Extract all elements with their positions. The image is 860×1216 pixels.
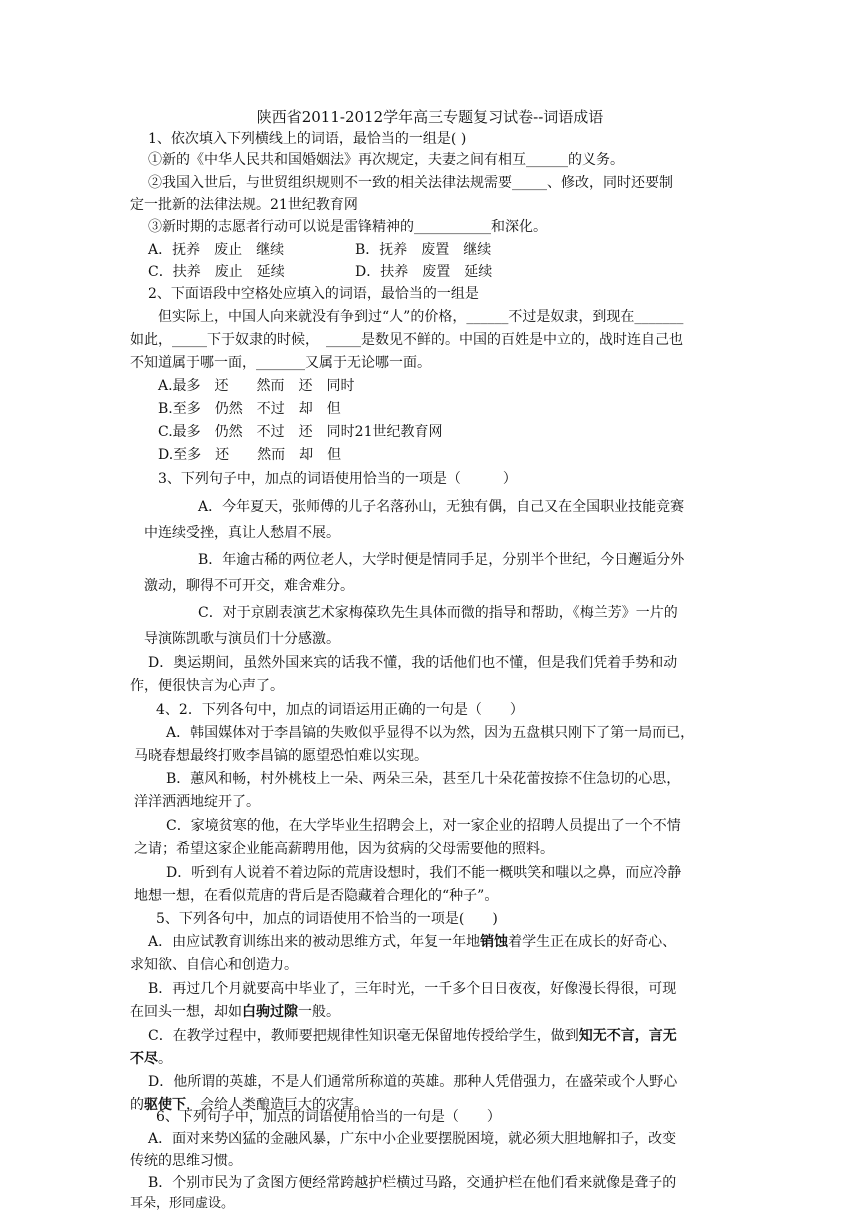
question-5-option-b-text-1: 在回头一想，却如 — [130, 1004, 242, 1020]
question-1-option-b: B．抚养 废置 继续 — [355, 242, 492, 258]
question-5-option-c-text-1: C．在教学过程中，教师要把规律性知识毫无保留地传授给学生，做到 — [148, 1028, 579, 1044]
question-5-option-a — [148, 931, 676, 953]
question-4-option-a: A．韩国媒体对于李昌镐的失败似乎显得不以为然，因为五盘棋只刚下了第一局而已， — [166, 725, 695, 741]
question-3-option-a: A．今年夏天，张师傅的儿子名落孙山，无独有偶，自己又在全国职业技能竞赛 — [198, 499, 685, 515]
question-1-option-a: A．抚养 废止 继续 — [148, 242, 285, 258]
question-6-stem: 6、下列句子中，加点的词语使用恰当的一句是（ ） — [156, 1109, 501, 1125]
question-1-option-c: C．扶养 废止 延续 — [148, 264, 285, 280]
question-2-stem: 2、下面语段中空格处应填入的词语，最恰当的一组是 — [148, 286, 479, 302]
question-5-stem: 5、下列各句中，加点的词语使用不恰当的一项是( ) — [156, 911, 498, 927]
question-2-passage-1: 但实际上，中国人向来就没有争到过“人”的价格，______不过是奴隶，到现在_______ — [158, 309, 684, 325]
question-3-option-c-cont: 导演陈凯歌与演员们十分感激。 — [144, 631, 340, 647]
question-5-option-a-bold: 销蚀 — [480, 934, 509, 950]
question-5-option-a-text-2: 着学生正在成长的好奇心、 — [508, 934, 677, 950]
question-4-option-a-cont: 马晓春想最终打败李昌镐的愿望恐怕难以实现。 — [134, 748, 428, 764]
question-1-sentence-3: ③新时期的志愿者行动可以说是雷锋精神的___________和深化。 — [148, 219, 547, 235]
question-3-option-c: C．对于京剧表演艺术家梅葆玖先生具体而微的指导和帮助，《梅兰芳》一片的 — [198, 605, 678, 621]
question-5-option-d-bold: 驱使下 — [144, 1097, 186, 1113]
question-4-option-b-cont: 洋洋洒洒地绽开了。 — [134, 794, 260, 810]
question-3-stem: 3、下列句子中，加点的词语使用恰当的一项是（ ） — [158, 471, 517, 487]
question-2-option-d: D.至多 还 然而 却 但 — [158, 447, 342, 463]
question-4-option-d: D．听到有人说着不着边际的荒唐设想时，我们不能一概哄笑和嗤以之鼻，而应冷静 — [166, 865, 682, 881]
question-5-option-b-text-2: 一般。 — [298, 1004, 340, 1020]
question-3-option-d: D．奥运期间，虽然外国来宾的话我不懂，我的话他们也不懂，但是我们凭着手势和动 — [148, 655, 678, 671]
question-5-option-a-text-1: A．由应试教育训练出来的被动思维方式，年复一年地 — [148, 934, 481, 950]
question-5-option-c-bold-cont: 不尽 — [130, 1051, 158, 1067]
question-5-option-b-bold: 白驹过隙 — [242, 1004, 298, 1020]
question-6-option-a-cont: 传统的思维习惯。 — [130, 1153, 242, 1169]
question-5-option-c-cont — [130, 1048, 172, 1070]
question-1-option-d: D．扶养 废置 延续 — [355, 264, 493, 280]
page-title: 陕西省2011-2012学年高三专题复习试卷--词语成语 — [256, 108, 604, 126]
question-6-option-a: A．面对来势凶猛的金融风暴，广东中小企业要摆脱困境，就必须大胆地解扣子，改变 — [148, 1131, 677, 1147]
question-4-option-d-cont: 地想一想，在看似荒唐的背后是否隐藏着合理化的“种子”。 — [134, 888, 499, 904]
question-1-stem: 1、依次填入下列横线上的词语，最恰当的一组是( ) — [148, 131, 467, 147]
question-5-option-b: B．再过几个月就要高中毕业了，三年时光，一千多个日日夜夜，好像漫长得很，可现 — [148, 981, 677, 997]
question-6-option-b-cont: 耳朵，形同虚设。 — [130, 1196, 235, 1211]
question-5-option-d-text-1: 的 — [130, 1097, 144, 1113]
question-3-option-b-cont: 激动，聊得不可开交，难舍难分。 — [144, 578, 354, 594]
question-1-sentence-1: ①新的《中华人民共和国婚姻法》再次规定，夫妻之间有相互______的义务。 — [148, 152, 624, 168]
question-4-stem: 4、2．下列各句中，加点的词语运用正确的一句是（ ） — [156, 702, 524, 718]
question-5-option-d-text-2: ，会给人类酿造巨大的灾害。 — [186, 1097, 368, 1113]
question-4-option-b: B．蕙风和畅，村外桃枝上一朵、两朵三朵，甚至几十朵花蕾按捺不住急切的心思， — [166, 771, 681, 787]
question-4-option-c: C．家境贫寒的他，在大学毕业生招聘会上，对一家企业的招聘人员提出了一个不情 — [166, 818, 681, 834]
question-5-option-d: D．他所谓的英雄，不是人们通常所称道的英雄。那种人凭借强力，在盛荣或个人野心 — [148, 1074, 678, 1090]
question-2-passage-2: 如此，_____下于奴隶的时候， _____是数见不鲜的。中国的百姓是中立的，战时连自己也 — [130, 332, 683, 348]
question-5-option-b-cont — [130, 1001, 340, 1023]
question-6-option-b: B．个别市民为了贪图方便经常跨越护栏横过马路，交通护栏在他们看来就像是聋子的 — [148, 1175, 677, 1191]
question-2-option-a: A.最多 还 然而 还 同时 — [158, 378, 355, 394]
question-2-option-b: B.至多 仍然 不过 却 但 — [158, 401, 341, 417]
question-5-option-c-bold: 知无不言，言无 — [578, 1028, 677, 1044]
question-3-option-b: B．年逾古稀的两位老人，大学时便是情同手足，分别半个世纪，今日邂逅分外 — [198, 552, 685, 568]
question-2-passage-3: 不知道属于哪一面，_______又属于无论哪一面。 — [130, 355, 431, 371]
question-2-option-c: C.最多 仍然 不过 还 同时21世纪教育网 — [158, 424, 443, 440]
question-5-option-c-text-2: 。 — [158, 1051, 172, 1067]
question-1-sentence-2: ②我国入世后，与世贸组织规则不一致的相关法律法规需要_____、修改，同时还要制 — [148, 175, 673, 191]
question-4-option-c-cont: 之请；希望这家企业能高薪聘用他，因为贫病的父母需要他的照料。 — [134, 841, 554, 857]
question-3-option-d-cont: 作，便很快言为心声了。 — [130, 678, 284, 694]
question-1-sentence-2-cont: 定一批新的法律法规。21世纪教育网 — [130, 197, 358, 213]
question-5-option-c — [148, 1025, 677, 1047]
question-3-option-a-cont: 中连续受挫，真让人愁眉不展。 — [144, 525, 340, 541]
question-5-option-a-cont: 求知欲、自信心和创造力。 — [130, 957, 298, 973]
